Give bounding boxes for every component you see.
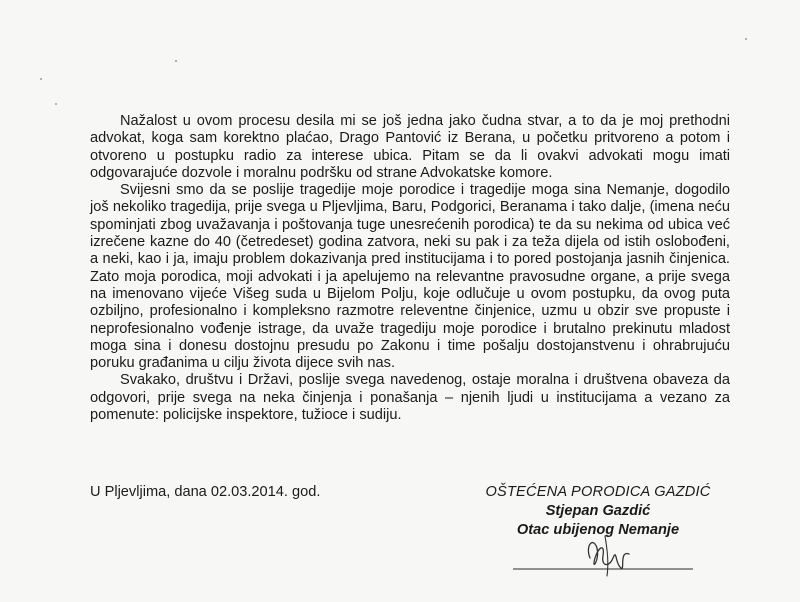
letter-body (90, 113, 730, 424)
paragraph-appeal: Svijesni smo da se poslije tragedije moje porodice i tragedije moga sina Nemanje, dogodilo još nekoliko tragedija, prije svega u Pljevljima, Baru, Podgorici, Beranama i tako dalje, (imena neću spominjati zbog uvažavanja i poštovanja tuge unesrećenih porodica) te da su nekima od ubica već izrečene kazne do 40 (četredeset) godina zatvora, neki su pak i za teža dijela od istih oslobođeni, a neki, kao i ja, imaju problem dokazivanja pred institucijama i to pored postojanja jasnih činjenica. Zato moja porodica, moji advokati i ja apelujemo na relevantne pravosudne organe, a prije svega na imenovano vijeće Višeg suda u Bijelom Polju, koje odlučuje u ovom postupku, da ovog puta ozbiljno, profesionalno i kompleksno razmotre releventne činjenice, uzmu u obzir sve propuste i neprofesionalno vođenje istrage, da uvaže tragediju moje porodice i brutalno prekinutu mladost moga sina i donesu dostojnu presudu po Zakonu i time pošalju dostojanstvenu i ohrabrujuću poruku građanima u cilju života dijece svih nas. (90, 182, 730, 372)
scan-speck (745, 38, 747, 40)
scan-speck (40, 78, 42, 80)
signatory-family: OŠTEĆENA PORODICA GAZDIĆ (485, 484, 711, 500)
signatory-name: Stjepan Gazdić (545, 503, 651, 519)
place-date-line: U Pljevljima, dana 02.03.2014. god. (90, 484, 321, 500)
paragraph-lawyer: Nažalost u ovom procesu desila mi se još jedna jako čudna stvar, a to da je moj prethodni advokat, koga sam korektno plaćao, Drago Pantović iz Berana, u početku pritvoreno a potom i otvoreno u postupku radio za interese ubica. Pitam se da li ovakvi advokati mogu imati odgovarajuće dozvole i moralnu podršku od strane Advokatske komore. (90, 113, 730, 181)
scan-speck (175, 60, 177, 62)
handwritten-signature (505, 528, 705, 578)
signatory-role: Otac ubijenog Nemanje (516, 522, 680, 538)
paragraph-state-obligation: Svakako, društvu i Državi, poslije svega navedenog, ostaje moralna i društvena obaveza da odgovori, prije svega na neka činjenja i ponašanja – njenih ljudi u institucijama a vezano za pomenute: policijske inspektore, tužioce i sudiju. (90, 372, 730, 424)
scan-speck (55, 103, 57, 105)
